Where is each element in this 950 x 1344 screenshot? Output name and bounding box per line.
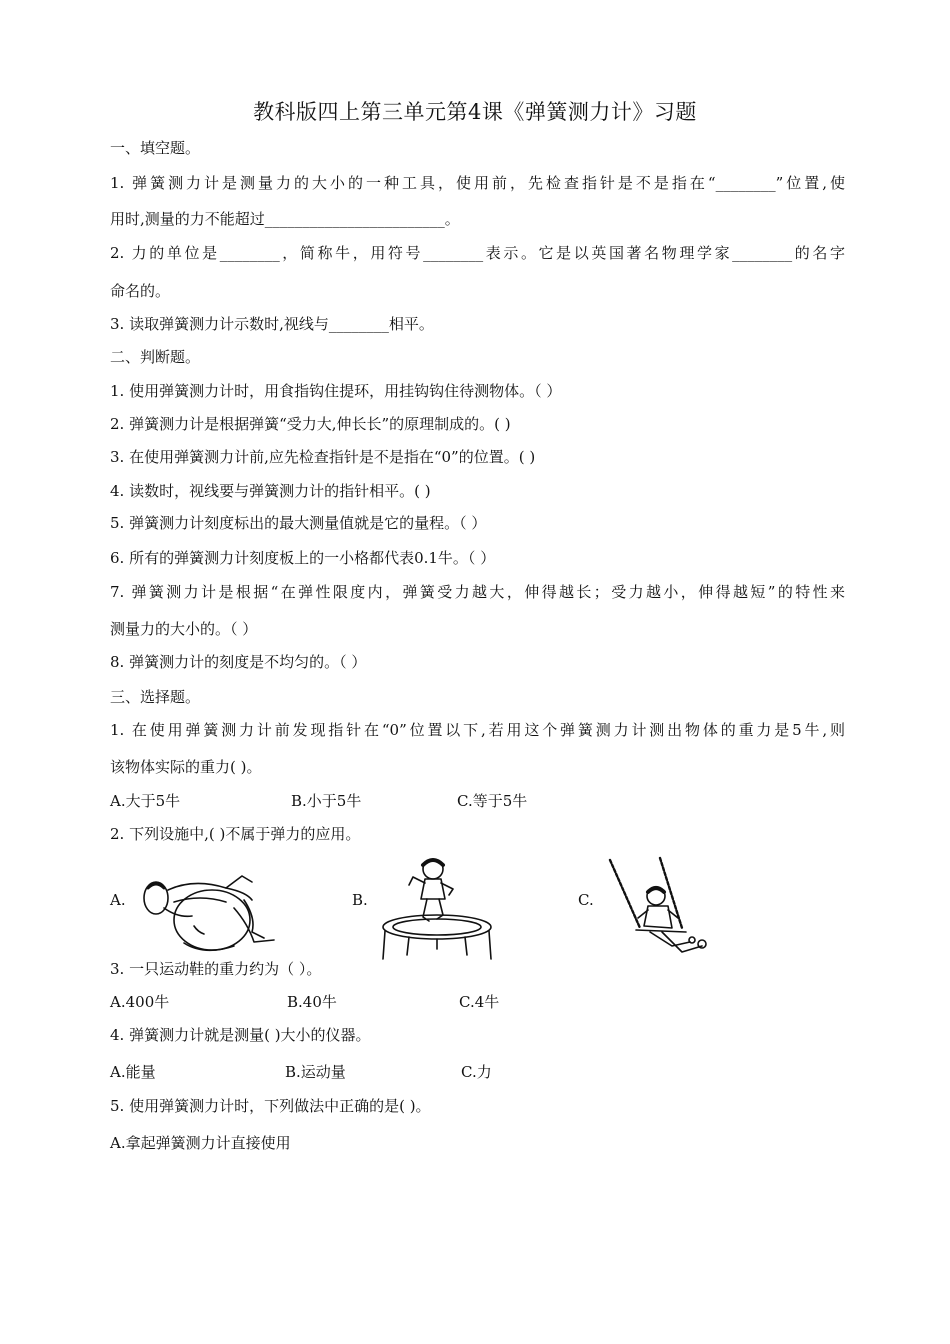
judge-question-4: 4. 读数时，视线要与弹簧测力计的指针相平。( ) <box>110 482 431 500</box>
choice-1-option-c: C.等于5牛 <box>457 792 528 810</box>
judge-question-1: 1. 使用弹簧测力计时，用食指钩住提环，用挂钩钩住待测物体。（ ） <box>110 382 562 400</box>
judge-question-2: 2. 弹簧测力计是根据弹簧“受力大,伸长长”的原理制成的。( ) <box>110 415 511 433</box>
choice-2-option-a: A. <box>110 891 126 909</box>
trampoline-illustration <box>377 855 497 967</box>
choice-question-1-line2: 该物体实际的重力( )。 <box>110 758 262 776</box>
judge-question-7-line1: 7. 弹簧测力计是根据“在弹性限度内，弹簧受力越大，伸得越长；受力越小，伸得越短”的特性来 <box>110 583 845 601</box>
section-judge-heading: 二、判断题。 <box>110 348 201 366</box>
choice-1-option-b: B.小于5牛 <box>291 792 362 810</box>
judge-question-5: 5. 弹簧测力计刻度标出的最大测量值就是它的量程。（ ） <box>110 514 487 532</box>
choice-2-option-c: C. <box>578 891 594 909</box>
choice-3-option-b: B.40牛 <box>287 993 337 1011</box>
choice-3-option-a: A.400牛 <box>110 993 170 1011</box>
choice-question-5: 5. 使用弹簧测力计时，下列做法中正确的是( )。 <box>110 1097 431 1115</box>
choice-question-1-line1: 1. 在使用弹簧测力计前发现指针在“0”位置以下,若用这个弹簧测力计测出物体的重力是5牛,则 <box>110 721 845 739</box>
choice-1-option-a: A.大于5牛 <box>110 792 181 810</box>
choice-4-option-b: B.运动量 <box>285 1063 346 1081</box>
exercise-ball-illustration <box>134 868 279 958</box>
choice-question-3: 3. 一只运动鞋的重力约为（ ）。 <box>110 960 322 978</box>
choice-5-option-a: A.拿起弹簧测力计直接使用 <box>110 1134 291 1152</box>
judge-question-8: 8. 弹簧测力计的刻度是不均匀的。（ ） <box>110 653 367 671</box>
section-choice-heading: 三、选择题。 <box>110 688 201 706</box>
fill-question-3: 3. 读取弹簧测力计示数时,视线与________相平。 <box>110 315 434 333</box>
choice-4-option-a: A.能量 <box>110 1063 156 1081</box>
swing-illustration <box>606 856 718 960</box>
choice-question-4: 4. 弹簧测力计就是测量( )大小的仪器。 <box>110 1026 371 1044</box>
choice-3-option-c: C.4牛 <box>459 993 500 1011</box>
fill-question-2-line1: 2. 力的单位是________，简称牛，用符号________表示。它是以英国著名物理学家________的名字 <box>110 244 845 262</box>
choice-question-2: 2. 下列设施中,( )不属于弹力的应用。 <box>110 825 361 843</box>
judge-question-6: 6. 所有的弹簧测力计刻度板上的一小格都代表0.1牛。（ ） <box>110 549 496 567</box>
fill-question-1-line1: 1. 弹簧测力计是测量力的大小的一种工具，使用前，先检查指针是不是指在“________”位置,使 <box>110 174 845 192</box>
section-fill-heading: 一、填空题。 <box>110 139 201 157</box>
judge-question-3: 3. 在使用弹簧测力计前,应先检查指针是不是指在“0”的位置。( ) <box>110 448 536 466</box>
choice-4-option-c: C.力 <box>461 1063 492 1081</box>
fill-question-1-line2: 用时,测量的力不能超过________________________。 <box>110 210 460 228</box>
judge-question-7-line2: 测量力的大小的。（ ） <box>110 620 258 638</box>
fill-question-2-line2: 命名的。 <box>110 282 171 300</box>
page-title: 教科版四上第三单元第4课《弹簧测力计》习题 <box>253 100 697 124</box>
choice-2-option-b: B. <box>352 891 368 909</box>
